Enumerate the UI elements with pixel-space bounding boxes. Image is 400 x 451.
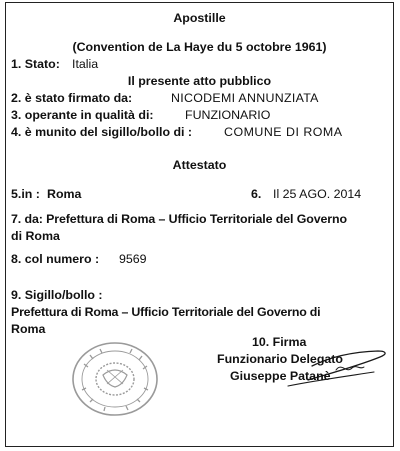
item5-value: Roma bbox=[47, 187, 82, 201]
item7-line1: 7. da: Prefettura di Roma – Ufficio Territoriale del Governo bbox=[11, 212, 347, 226]
item2-value: NICODEMI ANNUNZIATA bbox=[171, 91, 319, 105]
item3-label: 3. operante in qualità di: bbox=[11, 108, 154, 122]
official-seal-stamp bbox=[70, 340, 160, 418]
item4-label: 4. è munito del sigillo/bollo di : bbox=[11, 125, 193, 139]
signer-role: Funzionario Delegato bbox=[217, 352, 343, 366]
item8-value: 9569 bbox=[119, 252, 147, 266]
convention-line: (Convention de La Haye du 5 octobre 1961) bbox=[72, 40, 327, 54]
item9-label: 9. Sigillo/bollo : bbox=[11, 288, 103, 302]
item9-line2: Roma bbox=[11, 322, 46, 336]
item9-line1: Prefettura di Roma – Ufficio Territoriale del Governo di bbox=[11, 305, 321, 319]
item4-value: COMUNE DI ROMA bbox=[224, 125, 343, 139]
item3-value: FUNZIONARIO bbox=[185, 108, 271, 122]
document-title: Apostille bbox=[173, 11, 226, 25]
item5-label: 5.in : bbox=[11, 187, 40, 201]
item7-line2: di Roma bbox=[11, 229, 60, 243]
item1-label: 1. Stato: bbox=[11, 57, 60, 71]
item8-label: 8. col numero : bbox=[11, 252, 100, 266]
item6-value: Il 25 AGO. 2014 bbox=[273, 187, 362, 201]
signer-name: Giuseppe Patanè bbox=[230, 369, 331, 383]
item1-value: Italia bbox=[72, 57, 99, 71]
attested-heading: Attestato bbox=[172, 158, 227, 172]
item6-label: 6. bbox=[251, 187, 262, 201]
public-act-line: Il presente atto pubblico bbox=[127, 74, 272, 88]
item2-label: 2. è stato firmato da: bbox=[11, 91, 133, 105]
item10-label: 10. Firma bbox=[252, 335, 307, 349]
